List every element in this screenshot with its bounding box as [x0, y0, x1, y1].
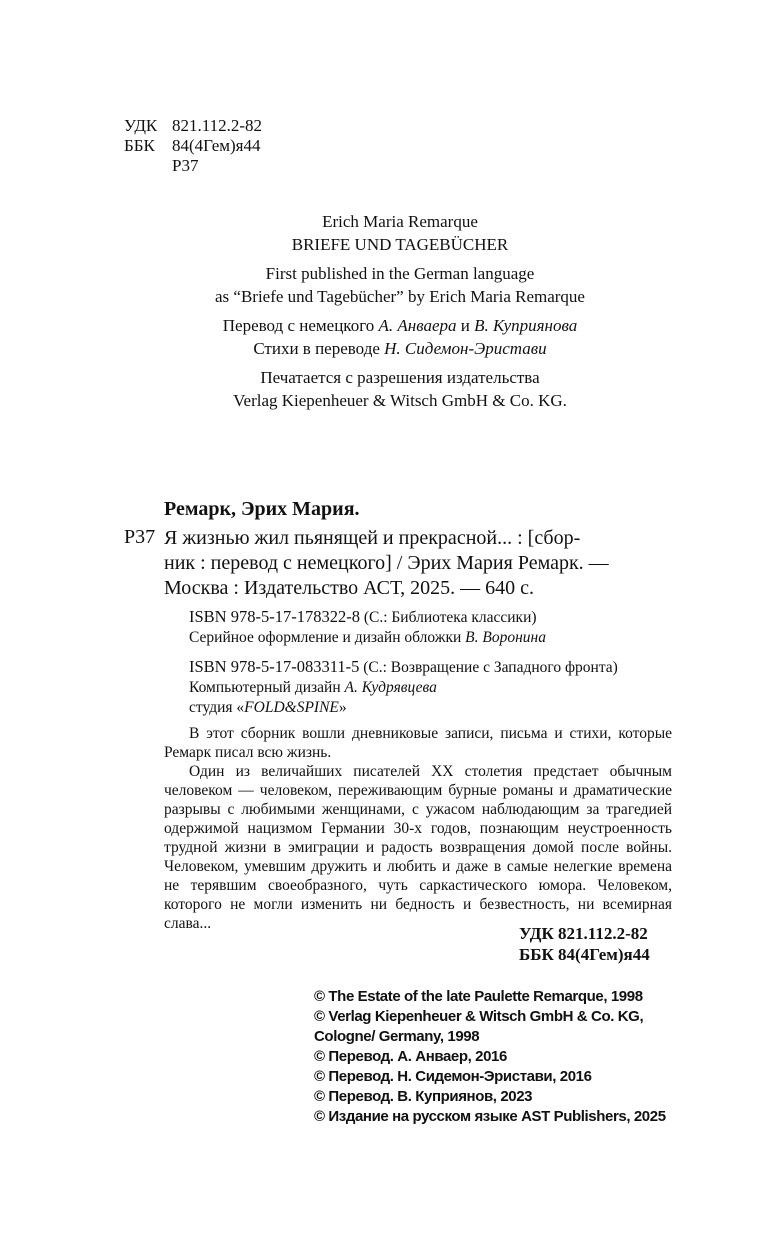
bbk-value: 84(4Гем)я44: [172, 136, 261, 155]
design-1-prefix: Серийное оформление и дизайн обложки: [189, 629, 466, 646]
design-2-prefix: Компьютерный дизайн: [189, 679, 345, 696]
original-title: BRIEFE UND TAGEBÜCHER: [291, 235, 509, 254]
copyright-line: © Перевод. В. Куприянов, 2023: [314, 1088, 533, 1105]
copyright-line: © Перевод. А. Анваер, 2016: [314, 1048, 507, 1065]
original-author: Erich Maria Remarque: [322, 212, 478, 231]
copyright-block: [314, 987, 666, 1127]
author-mark: Р37: [172, 156, 199, 175]
copyright-line: Cologne/ Germany, 1998: [314, 1028, 480, 1045]
copyright-line: © Перевод. Н. Сидемон-Эристави, 2016: [314, 1068, 592, 1085]
copyright-line: © The Estate of the late Paulette Remarque, 1998: [314, 988, 643, 1005]
pub-line-2: as “Briefe und Tagebücher” by Erich Maria Remarque: [215, 287, 585, 306]
isbn-2: ISBN 978-5-17-083311-5: [189, 657, 360, 676]
studio-name: FOLD&SPINE: [244, 699, 339, 716]
udk-label: УДК: [124, 116, 158, 135]
annotation-paragraph-2: Один из величайших писателей XX столетия предстает обычным человеком — человеком, переживающим бурные романы и драматические разрывы с любимыми женщинами, с ужасом наблюдающим за трагедией одержимой нацизмом Германии 30-х годов, познающим неустроенность трудной жизни в эмиграции и радость возвращения домой после войны. Человеком, умевшим дружить и любить и даже в самые нелегкие времена не терявшим своеобразного, чуть саркастического юмора. Человеком, которого не могли изменить ни бедность и безвестность, ни всемирная слава...: [164, 763, 672, 932]
udk-bottom: УДК 821.112.2-82: [519, 924, 648, 943]
bib-description: [164, 526, 684, 601]
annotation-paragraph-1: В этот сборник вошли дневниковые записи, письма и стихи, которые Ремарк писал всю жизнь.: [164, 725, 672, 761]
bib-line-2: ник : перевод с немецкого] / Эрих Мария Ремарк. —: [164, 552, 609, 574]
bbk-bottom: ББК 84(4Гем)я44: [519, 945, 650, 964]
permission-line-1: Печатается с разрешения издательства: [260, 368, 540, 387]
translator-2: В. Куприянова: [474, 316, 578, 335]
studio-suffix: »: [338, 699, 347, 716]
isbn-block-2: [189, 656, 618, 718]
pub-line-1: First published in the German language: [265, 264, 535, 283]
bib-heading: Ремарк, Эрих Мария.: [164, 498, 360, 520]
bbk-label: ББК: [124, 136, 155, 155]
designer-1: В. Воронина: [465, 629, 546, 646]
udc-bottom: [519, 923, 650, 965]
isbn-block-1: [189, 606, 546, 648]
translator-1: А. Анваера: [378, 316, 457, 335]
studio-prefix: студия «: [189, 699, 245, 716]
bib-mark: Р37: [124, 526, 156, 548]
annotation: [164, 724, 672, 933]
bbk-row: [124, 136, 262, 156]
isbn-1-series: (С.: Библиотека классики): [359, 609, 537, 626]
poems-prefix: Стихи в переводе: [253, 339, 385, 358]
permission-line-2: Verlag Kiepenheuer & Witsch GmbH & Co. KG.: [233, 391, 567, 410]
translation-joiner: и: [456, 316, 475, 335]
udk-row: [124, 116, 262, 136]
udk-value: 821.112.2-82: [172, 116, 263, 135]
translation-credit: [0, 314, 768, 337]
isbn-2-series: (С.: Возвращение с Западного фронта): [359, 659, 618, 676]
copyright-line: © Verlag Kiepenheuer & Witsch GmbH & Co. KG,: [314, 1008, 644, 1025]
isbn-1: ISBN 978-5-17-178322-8: [189, 607, 360, 626]
designer-2: А. Кудрявцева: [344, 679, 437, 696]
poems-credit: [0, 337, 768, 360]
classification-block: [124, 116, 262, 176]
bib-line-3: Москва : Издательство АСТ, 2025. — 640 с.: [164, 577, 535, 599]
translation-prefix: Перевод с немецкого: [222, 316, 379, 335]
poems-translator: Н. Сидемон-Эристави: [384, 339, 547, 358]
author-mark-row: [124, 156, 262, 176]
bib-line-1: Я жизнью жил пьянящей и прекрасной... : [сбор-: [164, 527, 581, 549]
copyright-line: © Издание на русском языке AST Publishers, 2025: [314, 1108, 666, 1125]
